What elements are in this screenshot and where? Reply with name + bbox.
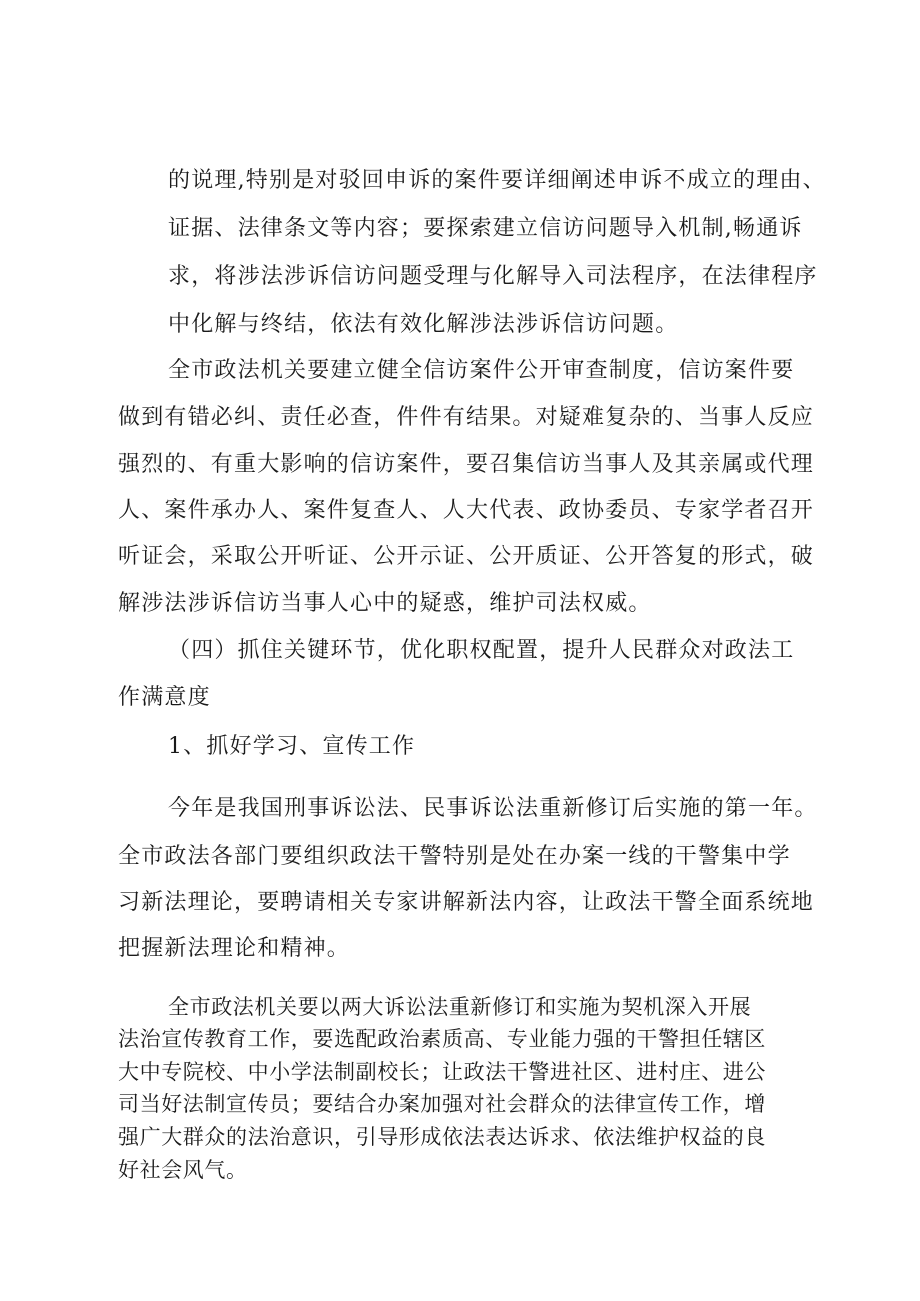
paragraph-1-line-2: 证据、法律条文等内容；要探索建立信访问题导入机制,畅通诉 [168, 216, 803, 241]
paragraph-1-line-4: 中化解与终结，依法有效化解涉法涉诉信访问题。 [168, 312, 679, 337]
paragraph-1-line-1: 的说理,特别是对驳回申诉的案件要详细阐述申诉不成立的理由、 [168, 168, 826, 193]
paragraph-4-line-1: 今年是我国刑事诉讼法、民事诉讼法重新修订后实施的第一年。 [168, 796, 818, 821]
paragraph-5-line-6: 好社会风气。 [118, 1158, 248, 1182]
paragraph-2-line-4: 人、案件承办人、案件复查人、人大代表、政协委员、专家学者召开 [118, 498, 815, 523]
paragraph-5-line-5: 强广大群众的法治意识，引导形成依法表达诉求、依法维护权益的良 [118, 1125, 766, 1149]
paragraph-2-line-1: 全市政法机关要建立健全信访案件公开审查制度，信访案件要 [168, 358, 795, 383]
paragraph-5-line-4: 司当好法制宣传员；要结合办案加强对社会群众的法律宣传工作，增 [118, 1092, 766, 1116]
paragraph-4-line-2: 全市政法各部门要组织政法干警特别是处在办案一线的干警集中学 [118, 844, 791, 869]
section-heading-line-2: 作满意度 [118, 685, 211, 710]
paragraph-5-line-2: 法治宣传教育工作，要选配政治素质高、专业能力强的干警担任辖区 [118, 1027, 766, 1051]
paragraph-2-line-6: 解涉法涉诉信访当事人心中的疑惑，维护司法权威。 [118, 591, 652, 616]
paragraph-4-line-3: 习新法理论，要聘请相关专家讲解新法内容，让政法干警全面系统地 [118, 890, 815, 915]
paragraph-4-line-4: 把握新法理论和精神。 [118, 936, 351, 961]
paragraph-2-line-3: 强烈的、有重大影响的信访案件，要召集信访当事人及其亲属或代理 [118, 452, 815, 477]
paragraph-5-line-3: 大中专院校、中小学法制副校长；让政法干警进社区、进村庄、进公 [118, 1060, 766, 1084]
section-heading-line-1: （四）抓住关键环节，优化职权配置，提升人民群众对政法工 [168, 638, 795, 663]
paragraph-5-line-1: 全市政法机关要以两大诉讼法重新修订和实施为契机深入开展 [168, 995, 752, 1019]
sub-heading-1: 1、抓好学习、宣传工作 [168, 734, 416, 759]
paragraph-2-line-5: 听证会，采取公开听证、公开示证、公开质证、公开答复的形式，破 [118, 544, 815, 569]
paragraph-1-line-3: 求，将涉法涉诉信访问题受理与化解导入司法程序，在法律程序 [168, 264, 818, 289]
paragraph-2-line-2: 做到有错必纠、责任必查，件件有结果。对疑难复杂的、当事人反应 [118, 405, 815, 430]
